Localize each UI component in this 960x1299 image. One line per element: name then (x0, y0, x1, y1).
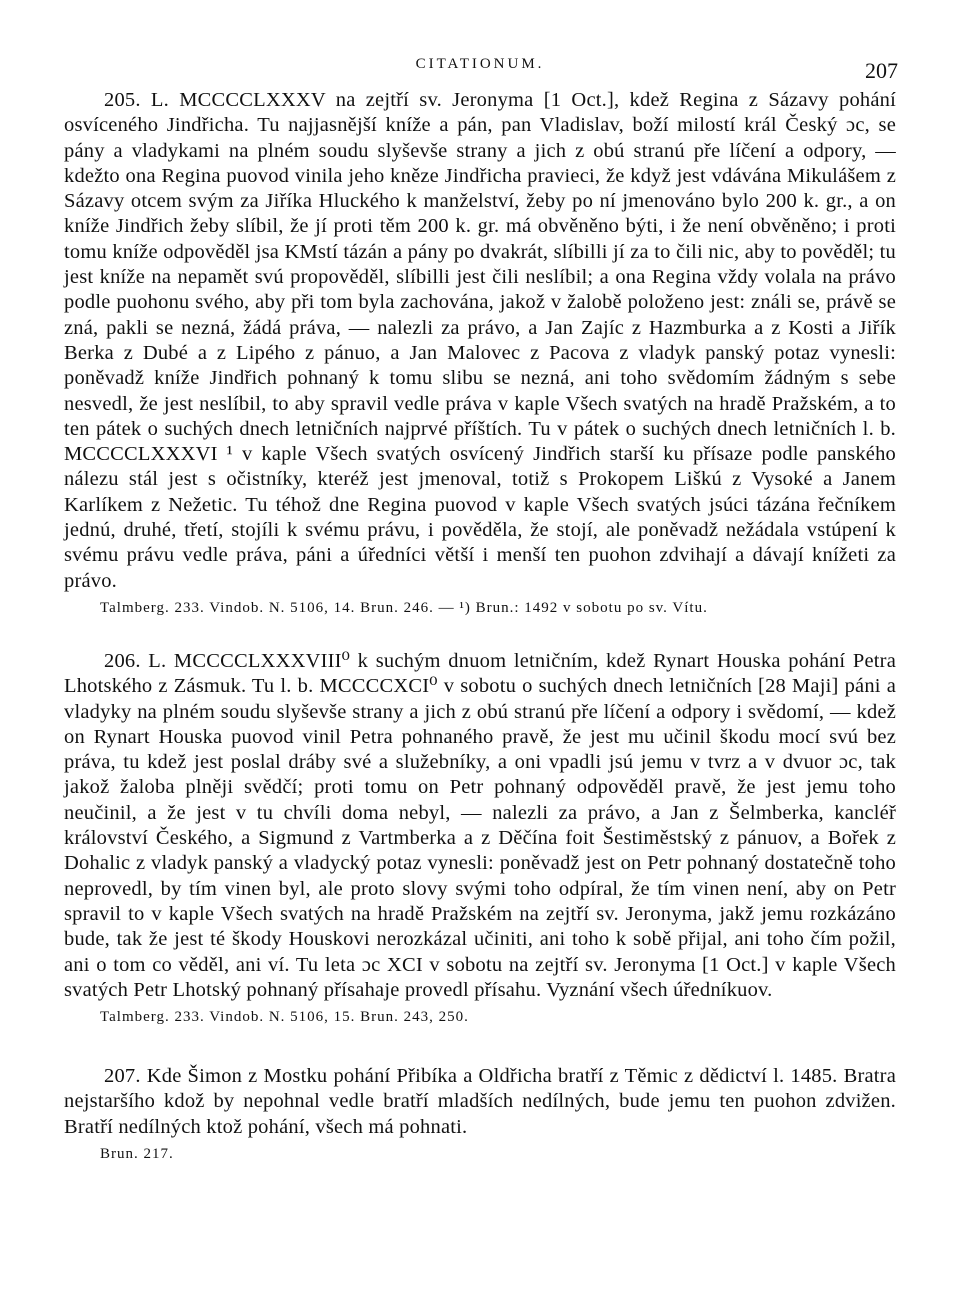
entry-207 (64, 1064, 896, 1163)
entry-text: 206. L. MCCCCLXXXVIII⁰ k suchým dnuom letničním, kdež Rynart Houska pohání Petra Lhotského z Zásmuk. Tu l. b. MCCCCXCI⁰ v sobotu o suchých dnech letničních [28 Maji] páni a vladyky na plném soudu slyševše strany a jich z obú stranú pře líčení a odpory i svědomí, — kdež on Rynart Houska puovod vinil Petra pohnaného pravě, že jest mu učinil škodu mocí svú bez práva, tu kdež jest poslal dráby své a služebníky, a oni vpadli jsú jemu v tvrz a v dvuor ɔc, tak jakož žaloba plněji svědčí; proti tomu on Petr pohnaný odpověděl pravě, že jest jemu toho neučinil, a že jest v tu chvíli doma nebyl, — nalezli za právo, a Jan z Šelmberka, kancléř království Českého, a Sigmund z Vartmberka a z Děčína foit Šestiměstský z pánuov, a Bořek z Dohalic z vladyk panský a vladycký potaz vynesli: poněvadž jest on Petr pohnaný dostatečně toho neprovedl, by tím vinen byl, ale proto slovy svými toho odpíral, že tím vinen není, aby on Petr spravil to v kaple Všech svatých na hradě Pražském na zejtří sv. Jeronyma, jakž jemu rozkázáno bude, tak že jest té škody Houskovi nerozkázal učiniti, ani toho k sobě přijal, ani toho čím požil, ani o tom co věděl, ani ví. Tu leta ɔc XCI v sobotu na zejtří sv. Jeronyma [1 Oct.] v kaple Všech svatých Petr Lhotský pohnaný přísahaje provedl přísahu. Vyznání všech úředníkuov. (64, 649, 896, 1001)
source-note: Talmberg. 233. Vindob. N. 5106, 15. Brun. 243, 250. (100, 1009, 469, 1026)
entry-text: 207. Kde Šimon z Mostku pohání Přibíka a Oldřicha bratří z Těmic z dědictví l. 1485. Bratra nejstaršího kdož by nepohnal vedle bratří mladších nedílných, bude jemu ten puohon zdvižen. Bratří nedílných ktož pohání, všech má pohnati. (64, 1065, 896, 1138)
entry-206 (64, 649, 896, 1026)
running-title: CITATIONUM. (415, 56, 545, 72)
page-content (64, 88, 896, 1163)
entry-205 (64, 88, 896, 617)
source-note: Brun. 217. (100, 1145, 174, 1162)
entry-text: 205. L. MCCCCLXXXV na zejtří sv. Jeronyma [1 Oct.], kdež Regina z Sázavy pohání osvíceného Jindřicha. Tu najjasnější kníže a pán, pan Vladislav, boží milostí král Český ɔc, se pány a vladykami na plném soudu slyševše strany a jich z obú stranú pře líčení a odpory, — kdežto ona Regina puovod vinila jeho kněze Jindřicha pravieci, že když jest vdávána Mikulášem z Sázavy otcem svým za Jiříka Hluckého k manželství, žeby po ní jmenováno bylo 200 k. gr., a on kníže Jindřich žeby slíbil, že jí proti těm 200 k. gr. má obvěněno býti, i že není obvěněno; i proti tomu kníže odpověděl jsa KMstí tázán a pány po dvakrát, slíbilli jí za to čili nic, aby to pověděl; tu jest kníže na nepamět svú propověděl, slíbilli jest čili neslíbil; a ona Regina vždy volala na právo podle puohonu svého, aby při tom byla zachována, jakož v žalobě položeno jest: ználi se, právě se zná, pakli se nezná, žádá práva, — nalezli za právo, a Jan Zajíc z Hazmburka a z Kosti a Jiřík Berka z Dubé a z Lipého z pánuo, a Jan Malovec z Pacova z vladyk panský potaz vynesli: poněvadž kníže Jindřich pohnaný k tomu slibu se nezná, ani toho svědomím žádným s sebe nesvedl, že jest neslíbil, to aby spravil vedle práva v kaple Všech svatých na hradě Pražském, a to ten pátek o suchých dnech letničních najprvé příštích. Tu v pátek o suchých dnech letničních l. b. MCCCCLXXXVI ¹ v kaple Všech svatých osvícený Jindřich starší ku přísaze podle panského nálezu stál jest s očistníky, kteréž jest jmenoval, totiž s Prokopem Liškú z Vysoké a Janem Karlíkem z Nežetic. Tu téhož dne Regina puovod v kaple Všech svatých jsúci tázána řečníkem jednú, druhé, třetí, stojíli k svému právu, i pověděla, že stojí, ale poněvadž nežádala vstúpení k svému právu vedle práva, páni a úředníci větší i menší ten puohon zdvihají a dávají knížeti za právo. (64, 89, 896, 592)
source-note: Talmberg. 233. Vindob. N. 5106, 14. Brun. 246. — ¹) Brun.: 1492 v sobotu po sv. Vítu. (100, 599, 708, 616)
page-number: 207 (865, 58, 898, 83)
